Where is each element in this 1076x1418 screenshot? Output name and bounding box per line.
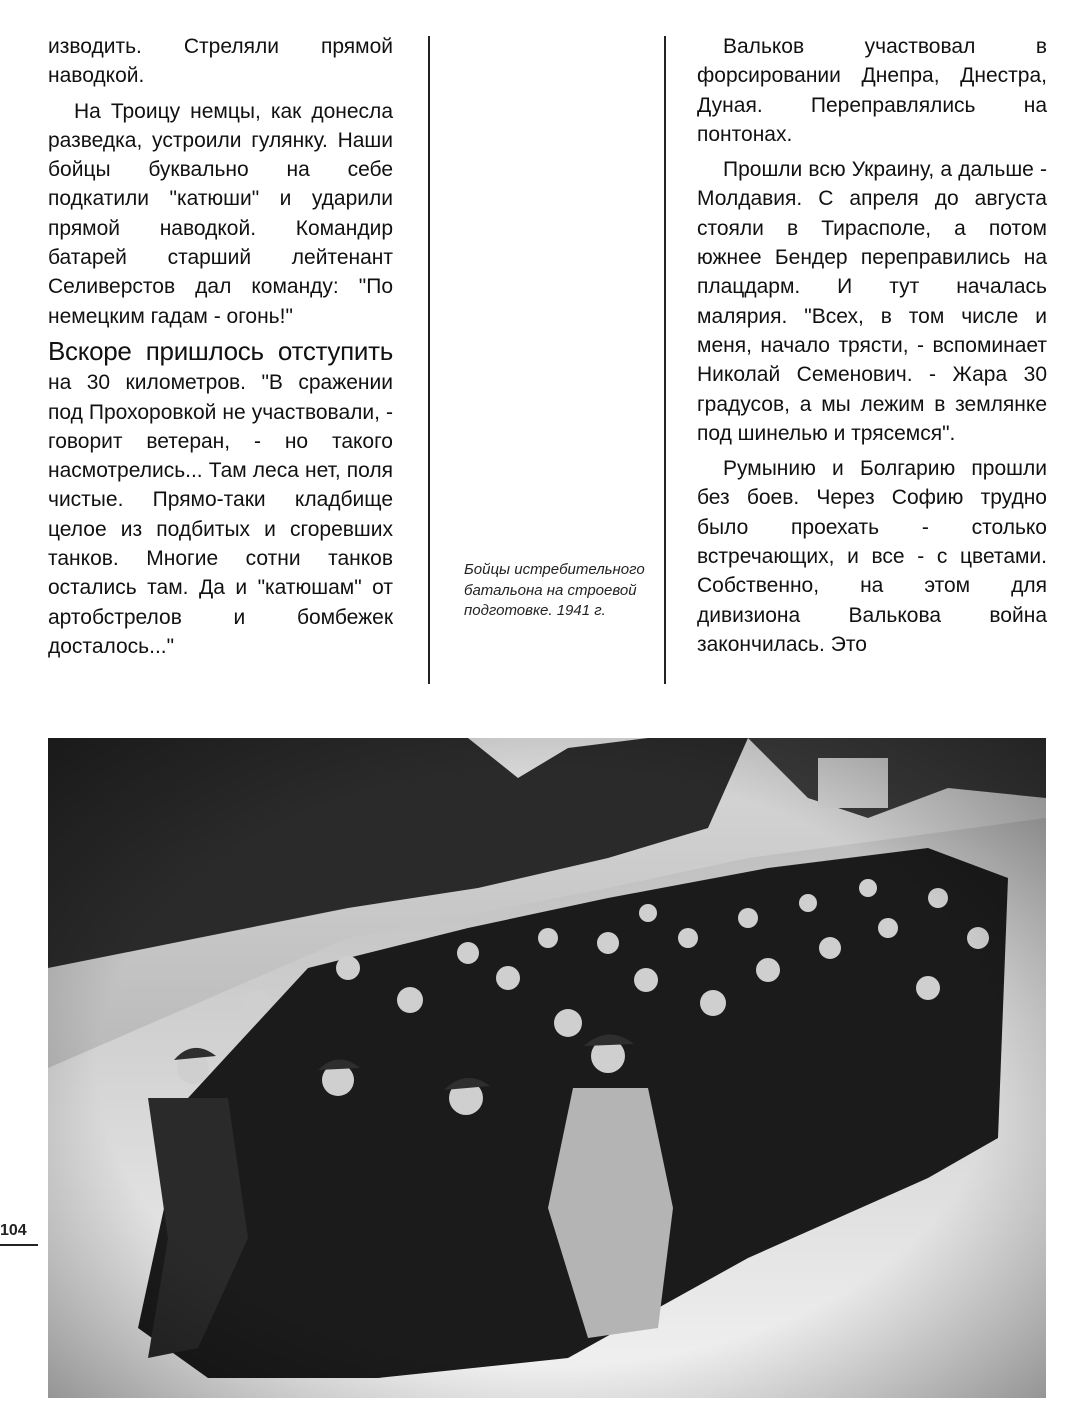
left-text-column: [48, 32, 393, 661]
page-number: 104: [0, 1222, 27, 1239]
photo-illustration: [48, 738, 1046, 1398]
right-text-column: [697, 32, 1047, 659]
historical-photo: [48, 738, 1046, 1398]
left-paragraph-3: [48, 337, 393, 661]
right-paragraph-3: Румынию и Болгарию прошли без боев. Через Софию трудно было проехать - столько встречающих, и все - с цветами. Собственно, на этом для дивизиона Валькова война закончилась. Это: [697, 457, 1047, 656]
left-paragraph-2: На Троицу немцы, как донесла разведка, устроили гулянку. Наши бойцы буквально на себе подкатили "катюши" и ударили прямой наводкой. Командир батарей старший лейтенант Селиверстов дал команду: "По немецким гадам - огонь!": [48, 99, 393, 328]
left-paragraph-1: изводить. Стреляли прямой наводкой.: [48, 35, 393, 88]
left-paragraph-3-text: на 30 километров. "В сражении под Прохоровкой не участвовали, - говорит ветеран, - но такого насмотрелись... Там леса нет, поля чистые. Прямо-таки кладбище целое из подбитых и сгоревших танков. Многие сотни танков остались там. Да и "катюшам" от артобстрелов и бомбежек досталось...": [48, 371, 393, 658]
lead-phrase: Вскоре пришлось отступить: [48, 335, 393, 366]
page-number-rule: [0, 1244, 38, 1246]
right-paragraph-2: Прошли всю Украину, а дальше - Молдавия. С апреля до августа стояли в Тирасполе, а потом южнее Бендер переправились на плацдарм. И тут началась малярия. "Всех, в том числе и меня, начало трясти, - вспоминает Николай Семенович. - Жара 30 градусов, а мы лежим в землянке под шинелью и трясемся".: [697, 158, 1047, 445]
photo-caption: Бойцы истребительного батальона на строевой подготовке. 1941 г.: [464, 561, 645, 619]
right-paragraph-1: Вальков участвовал в форсировании Днепра, Днестра, Дуная. Переправлялись на понтонах.: [697, 35, 1047, 146]
column-divider-right: [664, 36, 666, 684]
column-divider-left: [428, 36, 430, 684]
